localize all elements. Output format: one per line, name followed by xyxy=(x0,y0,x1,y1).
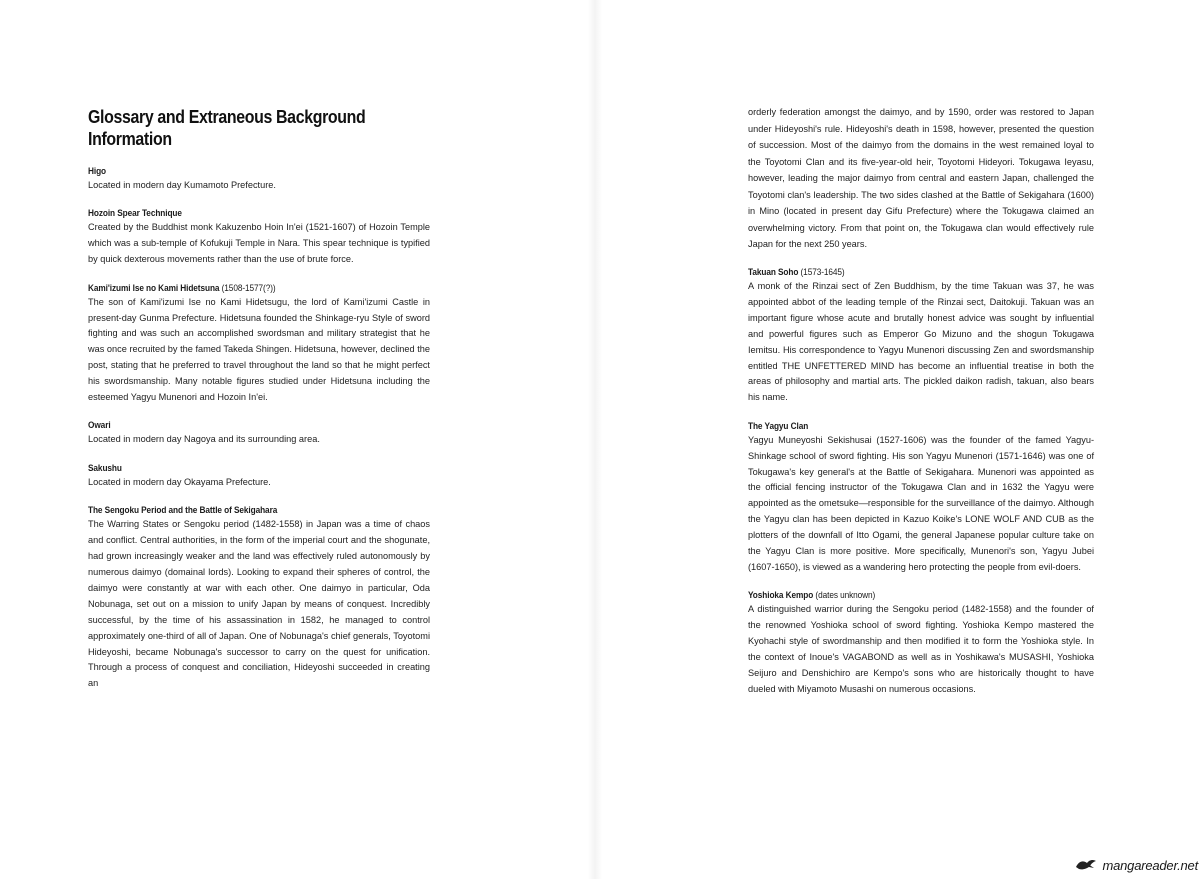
entry-text: Located in modern day Okayama Prefecture. xyxy=(88,476,271,487)
glossary-entry xyxy=(88,281,430,406)
entry-text: Yagyu Muneyoshi Sekishusai (1527-1606) was the founder of the famed Yagyu-Shinkage school of sword fighting. His son Yagyu Munenori (1571-1646) was one of Tokugawa's key general's at the Battle of Sekigahara. Munenori was appointed as the official fencing instructor of the Tokugawa Clan and in 1632 the Yagyu were appointed as the ometsuke—responsible for the surveillance of the daimyo. Although the Yagyu clan has been depicted in Kazuo Koike's LONE WOLF AND CUB as the plotters of the downfall of Itto Ogami, the general Japanese popular culture take on the Yagyu Clan is more positive. More specifically, Munenori's son, Yagyu Jubei (1607-1650), is viewed as a wandering hero protecting the people from evil-doers. xyxy=(748,434,1094,572)
entry-term xyxy=(88,164,430,178)
entry-term-name: The Sengoku Period and the Battle of Sekigahara xyxy=(88,505,278,516)
entry-text: The Warring States or Sengoku period (1482-1558) in Japan was a time of chaos and conflict. Central authorities, in the form of the imperial court and the shogunate, had grown increasingly weaker and the land was effectively ruled autonomously by numerous daimyo (domainal lords). Looking to expand their spheres of control, the daimyo were constantly at war with each other. One daimyo in particular, Oda Nobunaga, set out on a mission to unify Japan by means of conquest. Incredibly successful, by the time of his assassination in 1582, he managed to control approximately one-third of all of Japan. One of Nobunaga's chief generals, Toyotomi Hideyoshi, became Nobunaga's successor to carry on the quest for unification. Through a process of conquest and conciliation, Hideyoshi succeeded in creating an xyxy=(88,519,430,689)
entry-dates: (1508-1577(?)) xyxy=(219,282,276,293)
right-page xyxy=(600,0,1200,879)
entry-term xyxy=(748,588,1090,602)
glossary-entry xyxy=(88,461,430,491)
glossary-entry xyxy=(88,503,430,692)
glossary-entry xyxy=(748,588,1094,697)
entry-term xyxy=(88,461,430,475)
entry-text: A distinguished warrior during the Sengoku period (1482-1558) and the founder of the renowned Yoshioka school of sword fighting. Yoshioka Kempo mastered the Kyohachi style of swordmanship and then modified it to form the Yoshioka style. In the context of Inoue's VAGABOND as well as in Yoshikawa's MUSASHI, Yoshioka Seijuro and Denshichiro are Kempo's sons who are historically thought to have dueled with Miyamoto Musashi on numerous occasions. xyxy=(748,604,1094,694)
right-column xyxy=(748,104,1094,710)
entry-term-name: Owari xyxy=(88,420,111,431)
entry-text: A monk of the Rinzai sect of Zen Buddhism, by the time Takuan was 37, he was appointed abbot of the leading temple of the Rinzai sect, Daitokuji. Takuan was an important figure whose acute and brutally honest advice was sought by influential and powerful figures such as Emperor Go Mizuno and the shogun Tokugawa Iemitsu. His correspondence to Yagyu Munenori discussing Zen and swordsmanship entitled THE UNFETTERED MIND has become an influential treatise in both the areas of philosophy and martial arts. The pickled daikon radish, takuan, also bears his name. xyxy=(748,281,1094,403)
glossary-entry xyxy=(88,206,430,268)
entry-term-name: Higo xyxy=(88,166,107,176)
entry-term-name: Yoshioka Kempo xyxy=(748,590,814,601)
entry-term-name: Takuan Soho xyxy=(748,267,799,277)
entry-text: Created by the Buddhist monk Kakuzenbo Hoin In'ei (1521-1607) of Hozoin Temple which was a sub-temple of Kofukuji Temple in Nara. This spear technique is typified by quick dexterous movements rather than the use of brute force. xyxy=(88,222,430,265)
watermark-logo-icon xyxy=(1074,857,1098,873)
glossary-entry xyxy=(88,418,430,448)
continuation-block xyxy=(748,104,1094,253)
entry-term xyxy=(88,206,430,220)
entry-term-name: Sakushu xyxy=(88,462,122,473)
entry-term xyxy=(88,281,430,295)
entry-dates: (dates unknown) xyxy=(813,590,876,601)
entry-term-name: Kami'izumi Ise no Kami Hidetsuna xyxy=(88,282,220,293)
entry-term xyxy=(748,265,1090,279)
entry-term xyxy=(748,419,1090,433)
entry-term xyxy=(88,418,430,432)
entry-term-name: The Yagyu Clan xyxy=(748,420,809,431)
watermark-text: mangareader.net xyxy=(1102,857,1198,873)
entry-dates: (1573-1645) xyxy=(798,267,845,277)
left-page xyxy=(0,0,590,879)
entry-term-name: Hozoin Spear Technique xyxy=(88,208,182,219)
entry-text: The son of Kami'izumi Ise no Kami Hidetsugu, the lord of Kami'izumi Castle in present-day Gunma Prefecture. Hidetsuna founded the Shinkage-ryu Style of sword fighting and was such an accomplished swordsman and military strategist that he was once recruited by the famed Takeda Shingen. Hidetsuna, however, declined the post, stating that he preferred to travel throughout the land so that he might perfect his swordsmanship. Many notable figures studied under Hidetsuna including the esteemed Yagyu Munenori and Hozoin In'ei. xyxy=(88,296,430,403)
glossary-entry xyxy=(748,265,1094,406)
glossary-entry xyxy=(748,419,1094,576)
glossary-entry xyxy=(88,164,430,194)
entry-text: Located in modern day Nagoya and its surrounding area. xyxy=(88,434,320,445)
continuation-text: orderly federation amongst the daimyo, and by 1590, order was restored to Japan under Hideyoshi's rule. Hideyoshi's death in 1598, however, presented the question of succession. Most of the daimyo from the domains in the west remained loyal to the Toyotomi Clan and its five-year-old heir, Toyotomi Hideyori. Tokugawa Ieyasu, however, leading the major daimyo from central and eastern Japan, challenged the Toyotomi clan's leadership. The two sides clashed at the Battle of Sekigahara (1600) in Mino (located in present day Gifu Prefecture) where the Tokugawa claimed an overwhelming victory. From that point on, the Tokugawa clan would effectively rule Japan for the next 250 years. xyxy=(748,107,1094,249)
entry-text: Located in modern day Kumamoto Prefecture. xyxy=(88,180,276,190)
entry-term xyxy=(88,503,430,517)
page-title: Glossary and Extraneous Background Information xyxy=(88,106,366,149)
left-column xyxy=(88,106,430,705)
watermark xyxy=(1074,855,1198,875)
